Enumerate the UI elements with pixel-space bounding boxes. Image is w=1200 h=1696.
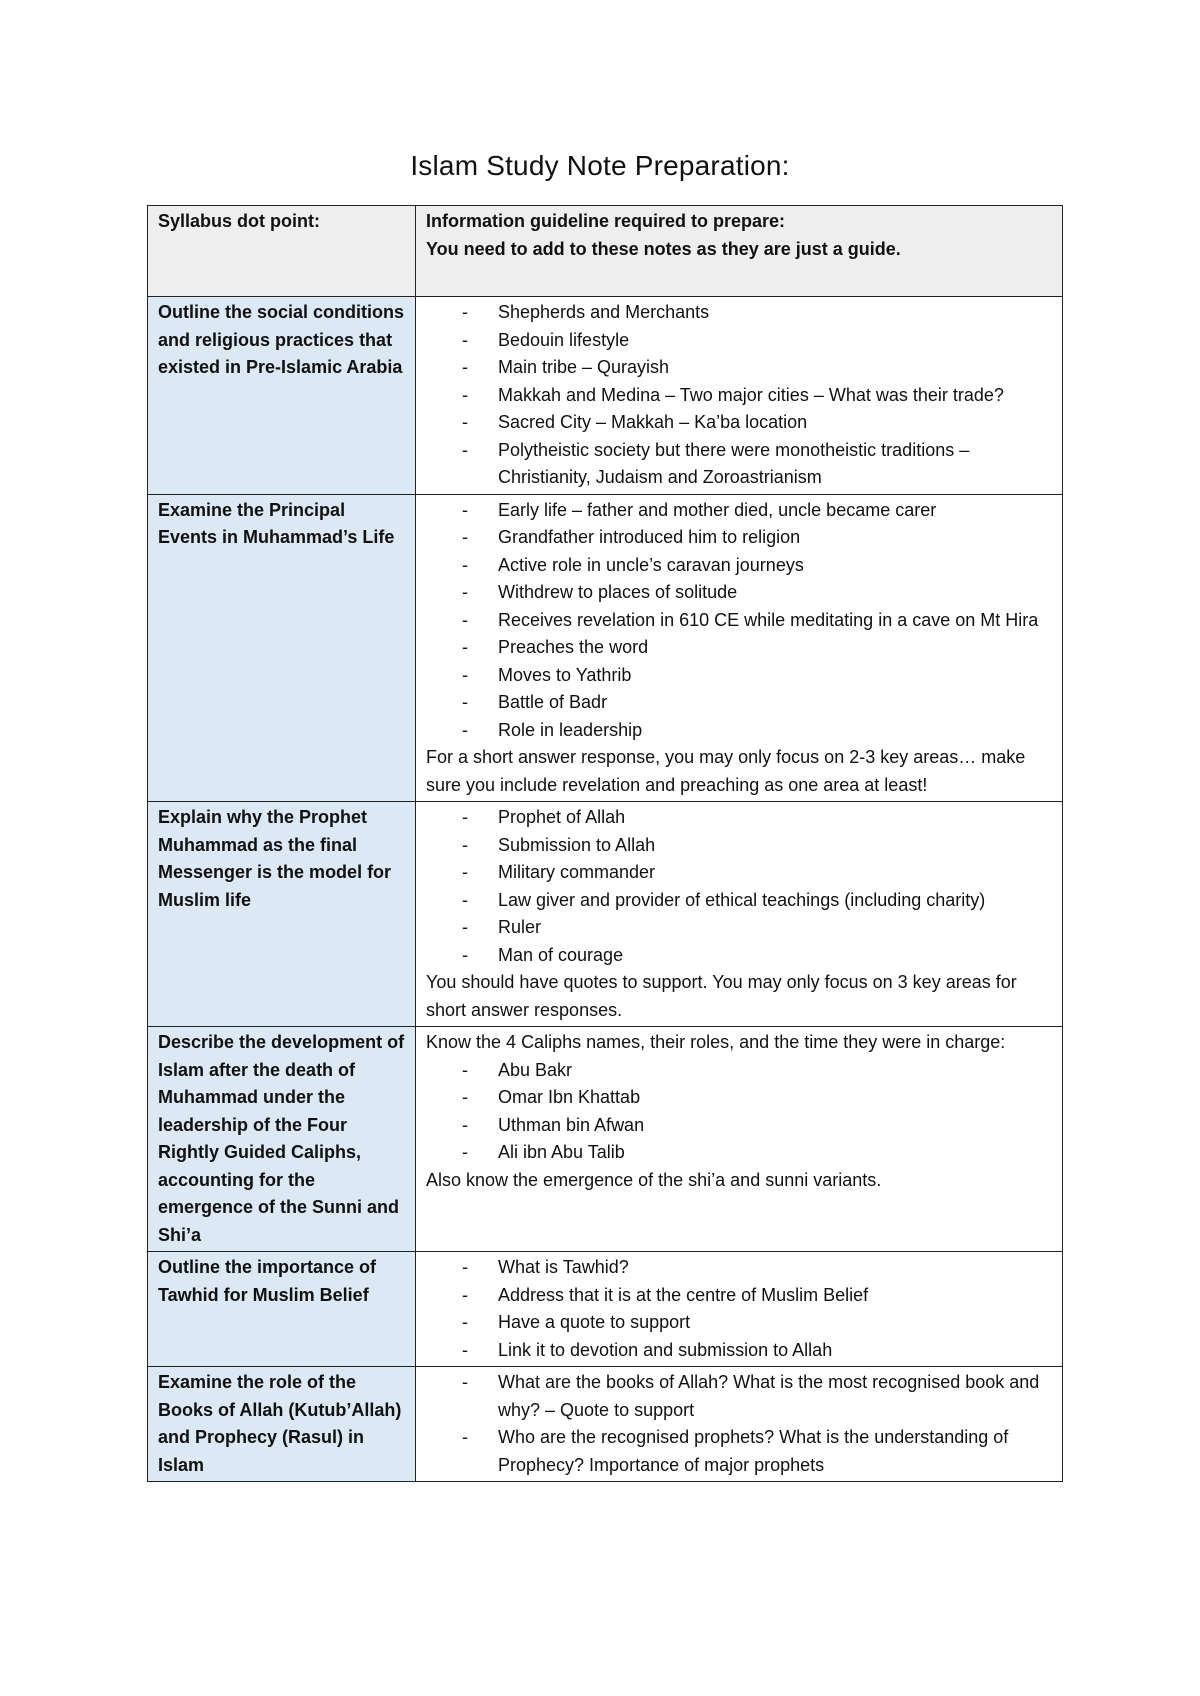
list-item: - Polytheistic society but there were monotheistic traditions – Christianity, Judaism and Zoroastrianism bbox=[426, 437, 1054, 492]
list-item: - Moves to Yathrib bbox=[426, 662, 1054, 690]
header-guideline-line-1: Information guideline required to prepare: bbox=[426, 211, 786, 231]
list-item: - Have a quote to support bbox=[426, 1309, 1054, 1337]
table-row bbox=[148, 494, 1063, 802]
header-syllabus-dot-point: Syllabus dot point: bbox=[148, 206, 416, 297]
list-item: - Early life – father and mother died, uncle became carer bbox=[426, 497, 1054, 525]
list-item: - Man of courage bbox=[426, 942, 1054, 970]
syllabus-dot-point: Outline the importance of Tawhid for Muslim Belief bbox=[148, 1252, 416, 1367]
syllabus-dot-point: Explain why the Prophet Muhammad as the final Messenger is the model for Muslim life bbox=[148, 802, 416, 1027]
list-item: - Military commander bbox=[426, 859, 1054, 887]
table-header-row bbox=[148, 206, 1063, 297]
table-row bbox=[148, 802, 1063, 1027]
header-guideline-line-2: You need to add to these notes as they are just a guide. bbox=[426, 238, 901, 259]
list-item: - Battle of Badr bbox=[426, 689, 1054, 717]
table-row bbox=[148, 1252, 1063, 1367]
guideline-note: Also know the emergence of the shi’a and sunni variants. bbox=[426, 1169, 882, 1190]
list-item: - Prophet of Allah bbox=[426, 804, 1054, 832]
syllabus-dot-point: Describe the development of Islam after the death of Muhammad under the leadership of the Four Rightly Guided Caliphs, accounting for the emergence of the Sunni and Shi’a bbox=[148, 1027, 416, 1252]
list-item: - Law giver and provider of ethical teachings (including charity) bbox=[426, 887, 1054, 915]
table-row bbox=[148, 297, 1063, 495]
guideline-cell bbox=[416, 1252, 1063, 1367]
list-item: - Submission to Allah bbox=[426, 832, 1054, 860]
list-item: - Sacred City – Makkah – Ka’ba location bbox=[426, 409, 1054, 437]
list-item: - Active role in uncle’s caravan journeys bbox=[426, 552, 1054, 580]
list-item: - What are the books of Allah? What is the most recognised book and why? – Quote to support bbox=[426, 1369, 1054, 1424]
list-item: - Shepherds and Merchants bbox=[426, 299, 1054, 327]
guideline-list bbox=[426, 1057, 1054, 1167]
list-item: - Abu Bakr bbox=[426, 1057, 1054, 1085]
list-item: - Makkah and Medina – Two major cities – What was their trade? bbox=[426, 382, 1054, 410]
guideline-list bbox=[426, 497, 1054, 745]
guideline-cell bbox=[416, 494, 1063, 802]
guideline-list bbox=[426, 1369, 1054, 1479]
list-item: - Ali ibn Abu Talib bbox=[426, 1139, 1054, 1167]
list-item: - Withdrew to places of solitude bbox=[426, 579, 1054, 607]
list-item: - Preaches the word bbox=[426, 634, 1054, 662]
list-item: - Link it to devotion and submission to Allah bbox=[426, 1337, 1054, 1365]
header-information-guideline bbox=[416, 206, 1063, 297]
list-item: - Grandfather introduced him to religion bbox=[426, 524, 1054, 552]
list-item: - Address that it is at the centre of Muslim Belief bbox=[426, 1282, 1054, 1310]
syllabus-dot-point: Outline the social conditions and religious practices that existed in Pre-Islamic Arabia bbox=[148, 297, 416, 495]
table-row bbox=[148, 1027, 1063, 1252]
list-item: - Bedouin lifestyle bbox=[426, 327, 1054, 355]
guideline-cell bbox=[416, 1367, 1063, 1482]
guideline-note: For a short answer response, you may only focus on 2-3 key areas… make sure you include revelation and preaching as one area at least! bbox=[426, 747, 1026, 795]
list-item: - Who are the recognised prophets? What is the understanding of Prophecy? Importance of major prophets bbox=[426, 1424, 1054, 1479]
guideline-list bbox=[426, 1254, 1054, 1364]
list-item: - What is Tawhid? bbox=[426, 1254, 1054, 1282]
list-item: - Receives revelation in 610 CE while meditating in a cave on Mt Hira bbox=[426, 607, 1054, 635]
guideline-note: Know the 4 Caliphs names, their roles, and the time they were in charge: bbox=[426, 1032, 1006, 1052]
syllabus-dot-point: Examine the role of the Books of Allah (Kutub’Allah) and Prophecy (Rasul) in Islam bbox=[148, 1367, 416, 1482]
guideline-cell bbox=[416, 802, 1063, 1027]
page-title: Islam Study Note Preparation: bbox=[410, 150, 790, 181]
guideline-list bbox=[426, 804, 1054, 969]
list-item: - Uthman bin Afwan bbox=[426, 1112, 1054, 1140]
list-item: - Omar Ibn Khattab bbox=[426, 1084, 1054, 1112]
study-notes-table bbox=[147, 205, 1063, 1482]
list-item: - Main tribe – Qurayish bbox=[426, 354, 1054, 382]
guideline-cell bbox=[416, 297, 1063, 495]
guideline-list bbox=[426, 299, 1054, 492]
guideline-note: You should have quotes to support. You may only focus on 3 key areas for short answer responses. bbox=[426, 972, 1017, 1020]
syllabus-dot-point: Examine the Principal Events in Muhammad’s Life bbox=[148, 494, 416, 802]
list-item: - Ruler bbox=[426, 914, 1054, 942]
table-row bbox=[148, 1367, 1063, 1482]
guideline-cell bbox=[416, 1027, 1063, 1252]
list-item: - Role in leadership bbox=[426, 717, 1054, 745]
